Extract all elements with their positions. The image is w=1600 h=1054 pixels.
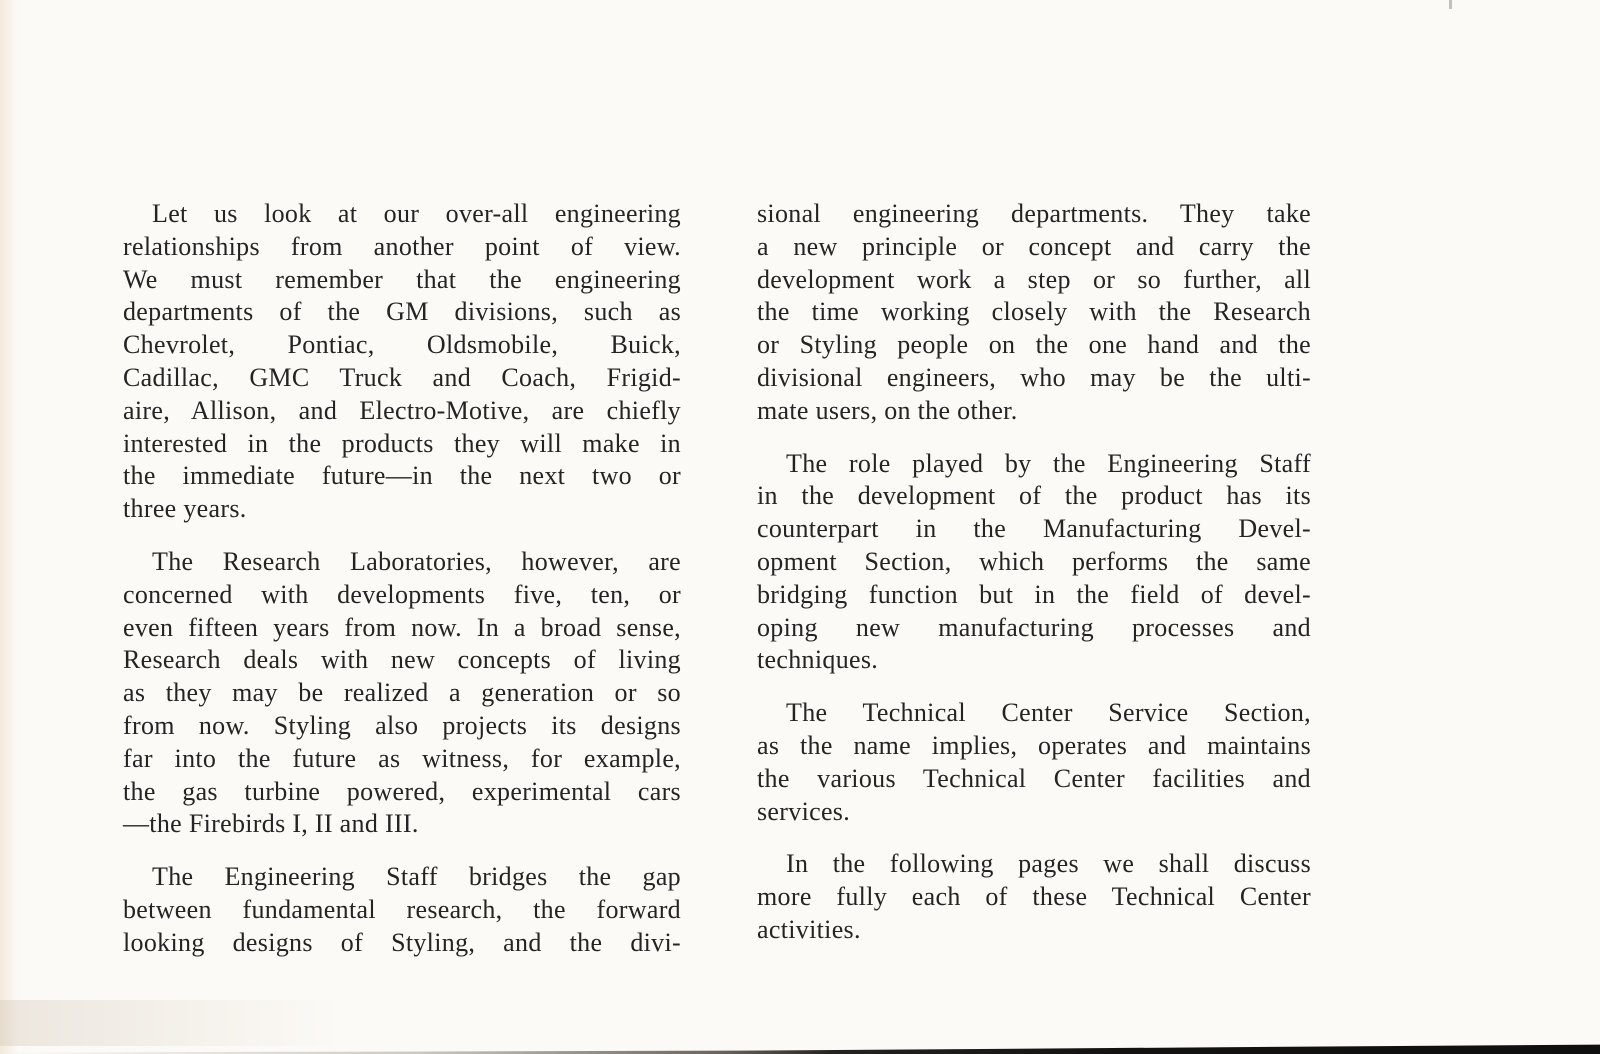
- text-line: concerned with developments five, ten, or: [123, 579, 681, 609]
- text-line: between fundamental research, the forward: [123, 894, 681, 924]
- text-line: from now. Styling also projects its designs: [123, 710, 681, 740]
- text-line: more fully each of these Technical Center: [757, 882, 1311, 912]
- text-line: departments of the GM divisions, such as: [123, 297, 681, 327]
- text-line: sional engineering departments. They take: [757, 199, 1311, 228]
- text-line: aire, Allison, and Electro-Motive, are chiefly: [123, 395, 681, 425]
- text-line: opment Section, which performs the same: [757, 546, 1311, 576]
- text-line: far into the future as witness, for example,: [123, 743, 681, 773]
- text-line: services.: [757, 796, 851, 826]
- text-line: in the development of the product has its: [757, 481, 1311, 511]
- paragraph: [757, 848, 1311, 946]
- paragraph: [757, 448, 1311, 678]
- text-line: The role played by the Engineering Staff: [786, 448, 1311, 478]
- text-line: the time working closely with the Research: [757, 297, 1311, 327]
- text-line: as they may be realized a generation or so: [123, 678, 681, 708]
- text-line: counterpart in the Manufacturing Devel-: [757, 514, 1311, 544]
- text-column-left: [123, 198, 681, 960]
- text-line: bridging function but in the field of devel-: [757, 579, 1311, 609]
- text-line: In the following pages we shall discuss: [786, 849, 1311, 879]
- text-line: divisional engineers, who may be the ulti-: [757, 362, 1311, 392]
- text-line: development work a step or so further, all: [757, 264, 1311, 294]
- text-line: as the name implies, operates and maintains: [757, 730, 1311, 760]
- text-line: relationships from another point of view.: [123, 231, 681, 261]
- text-line: Let us look at our over-all engineering: [152, 199, 681, 228]
- text-column-right: [757, 198, 1311, 947]
- text-line: The Research Laboratories, however, are: [152, 546, 681, 576]
- text-line: even fifteen years from now. In a broad sense,: [123, 612, 681, 642]
- paragraph: [123, 198, 681, 526]
- paragraph: [123, 861, 681, 959]
- text-line: a new principle or concept and carry the: [757, 231, 1311, 261]
- text-line: activities.: [757, 914, 861, 944]
- scan-artifact-mark: [1449, 0, 1452, 9]
- page-bottom-edge-shadow: [0, 1042, 1600, 1054]
- text-line: Chevrolet, Pontiac, Oldsmobile, Buick,: [123, 330, 681, 360]
- paragraph: [757, 697, 1311, 828]
- text-line: the immediate future—in the next two or: [123, 461, 681, 491]
- text-line: Research deals with new concepts of living: [123, 645, 681, 675]
- paragraph: [757, 198, 1311, 428]
- page-left-edge-shading: [0, 0, 18, 1054]
- text-line: techniques.: [757, 645, 879, 675]
- text-line: The Technical Center Service Section,: [786, 698, 1311, 728]
- text-line: the gas turbine powered, experimental cars: [123, 776, 681, 806]
- page-corner-shading: [0, 1000, 340, 1046]
- text-line: mate users, on the other.: [757, 395, 1018, 425]
- text-line: looking designs of Styling, and the divi-: [123, 927, 681, 957]
- paragraph: [123, 546, 681, 841]
- text-line: three years.: [123, 494, 247, 524]
- text-line: interested in the products they will make in: [123, 428, 681, 458]
- text-line: Cadillac, GMC Truck and Coach, Frigid-: [123, 362, 681, 392]
- text-line: The Engineering Staff bridges the gap: [152, 862, 681, 892]
- text-line: —the Firebirds I, II and III.: [123, 809, 419, 839]
- text-line: We must remember that the engineering: [123, 264, 681, 294]
- text-line: oping new manufacturing processes and: [757, 612, 1311, 642]
- text-line: or Styling people on the one hand and the: [757, 330, 1311, 360]
- text-line: the various Technical Center facilities and: [757, 763, 1311, 793]
